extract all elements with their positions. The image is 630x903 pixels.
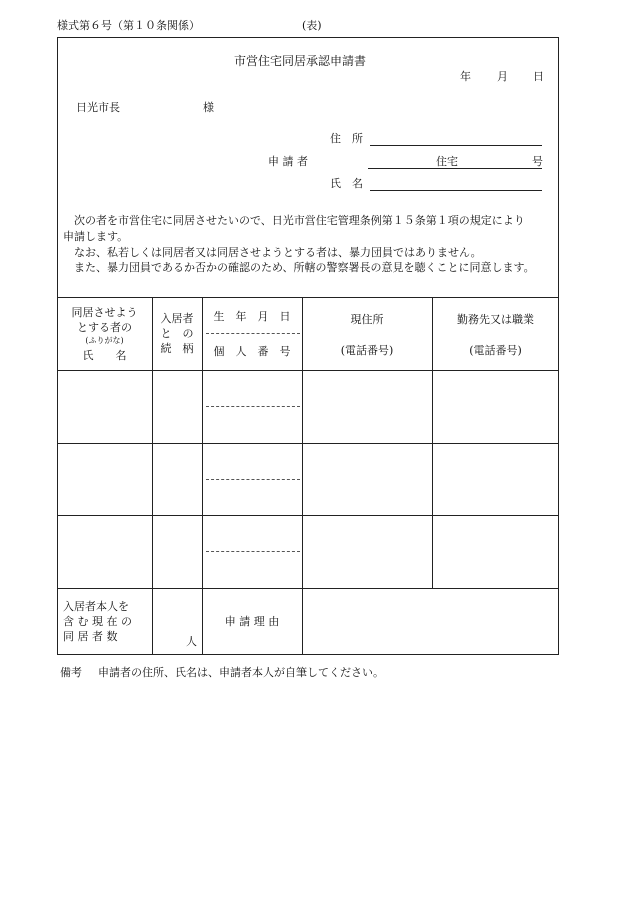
date-day-label: 日 [533,70,544,83]
table-row-border [57,515,559,516]
applicant-label: 申 請 者 [268,155,308,168]
table-header-border [57,370,559,371]
table-col-divider [432,297,433,588]
address-field[interactable] [370,145,542,146]
housing-number-label: 号 [532,155,543,168]
col4-line2: (電話番号) [340,344,394,357]
body-line-2: 申請します。 [63,230,129,243]
name-label: 氏 名 [330,177,363,190]
table-row-border [57,588,559,589]
housing-field[interactable] [368,168,542,169]
col5-line2: (電話番号) [469,344,522,357]
form-title: 市営住宅同居承認申請書 [234,54,367,68]
address-label: 住 所 [330,132,363,145]
name-field[interactable] [370,190,542,191]
col1-line3: (ふりがな) [85,336,124,345]
col4-line1: 現住所 [350,313,384,326]
table-row-border [57,443,559,444]
addressee-name: 日光市長 [76,101,120,114]
form-side-label: (表) [302,19,322,32]
row-dashed-divider [206,406,300,407]
header-dashed-divider [206,333,300,334]
addressee-honorific: 様 [203,101,214,114]
count-label-line3: 同 居 者 数 [63,630,118,643]
row-dashed-divider [206,479,300,480]
date-year-label: 年 [460,70,471,83]
date-month-label: 月 [497,70,508,83]
table-top-border [57,297,559,298]
row-dashed-divider [206,551,300,552]
col5-line1: 勤務先又は職業 [457,313,534,326]
form-number: 様式第６号（第１０条関係） [57,19,200,32]
count-label-line1: 入居者本人を [63,600,129,613]
count-unit: 人 [186,635,197,648]
col2-line3: 続 柄 [160,342,194,355]
remark-text: 申請者の住所、氏名は、申請者本人が自筆してください。 [98,666,384,679]
housing-label: 住宅 [436,155,458,168]
remark-label: 備考 [60,666,82,679]
reason-label: 申 請 理 由 [224,615,280,628]
count-label-line2: 含 む 現 在 の [63,615,132,628]
col1-line2: とする者の [77,321,132,334]
col1-line4: 氏 名 [82,349,127,362]
body-line-3: なお、私若しくは同居者又は同居させようとする者は、暴力団員ではありません。 [74,246,482,259]
col3-bottom: 個 人 番 号 [213,345,291,358]
col2-line2: と の [160,327,194,340]
body-line-1: 次の者を市営住宅に同居させたいので、日光市営住宅管理条例第１５条第１項の規定により [74,214,525,227]
col2-line1: 入居者 [160,312,194,325]
body-line-4: また、暴力団員であるか否かの確認のため、所轄の警察署長の意見を聴くことに同意します。 [74,261,535,274]
col1-line1: 同居させよう [71,306,138,319]
col3-top: 生 年 月 日 [213,310,291,323]
